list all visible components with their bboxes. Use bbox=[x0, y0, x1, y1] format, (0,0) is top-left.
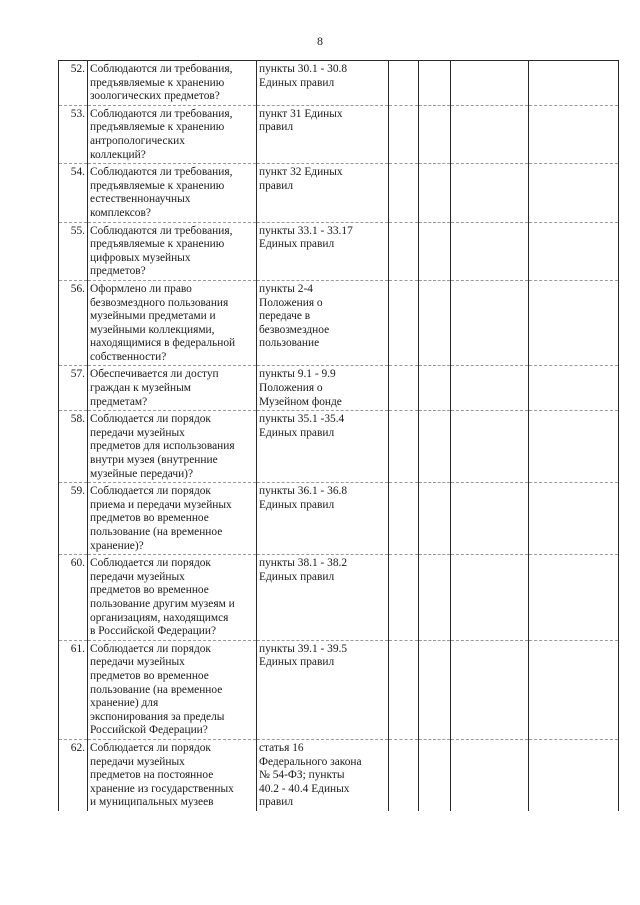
question-cell bbox=[88, 739, 257, 810]
reference-line: пункты 9.1 - 9.9 bbox=[259, 368, 336, 381]
notes-cell bbox=[529, 555, 619, 641]
table-row bbox=[59, 483, 619, 555]
answer-yes-cell bbox=[389, 366, 419, 411]
answer-no-cell bbox=[419, 164, 451, 222]
reference-line: Единых правил bbox=[259, 656, 335, 669]
answer-no-cell bbox=[419, 739, 451, 810]
answer-yes-cell bbox=[389, 164, 419, 222]
row-number: 52. bbox=[59, 61, 88, 106]
question-line: граждан к музейным bbox=[90, 382, 191, 395]
notes-cell bbox=[529, 280, 619, 366]
question-line: собственности? bbox=[90, 350, 167, 363]
question-line: Оформлено ли право bbox=[90, 282, 192, 295]
table-row bbox=[59, 222, 619, 280]
table-row bbox=[59, 411, 619, 483]
answer-no-cell bbox=[419, 280, 451, 366]
question-cell bbox=[88, 105, 257, 163]
table-row bbox=[59, 280, 619, 366]
answer-no-cell bbox=[419, 366, 451, 411]
answer-yes-cell bbox=[389, 105, 419, 163]
answer-yes-cell bbox=[389, 555, 419, 641]
question-cell bbox=[88, 280, 257, 366]
question-line: Соблюдается ли порядок bbox=[90, 485, 211, 498]
not-applicable-cell bbox=[451, 164, 529, 222]
question-cell bbox=[88, 61, 257, 106]
reference-line: правил bbox=[259, 796, 294, 809]
question-line: передачи музейных bbox=[90, 656, 185, 669]
checklist-body bbox=[59, 61, 619, 811]
row-number: 59. bbox=[59, 483, 88, 555]
reference-line: Единых правил bbox=[259, 238, 335, 251]
reference-line: Музейном фонде bbox=[259, 395, 342, 408]
answer-yes-cell bbox=[389, 640, 419, 739]
notes-cell bbox=[529, 739, 619, 810]
row-number: 60. bbox=[59, 555, 88, 641]
notes-cell bbox=[529, 411, 619, 483]
row-number: 54. bbox=[59, 164, 88, 222]
table-row bbox=[59, 61, 619, 106]
question-line: безвозмездного пользования bbox=[90, 296, 229, 309]
answer-no-cell bbox=[419, 555, 451, 641]
reference-line: статья 16 bbox=[259, 741, 304, 754]
not-applicable-cell bbox=[451, 280, 529, 366]
reference-cell bbox=[257, 61, 389, 106]
answer-yes-cell bbox=[389, 411, 419, 483]
question-line: передачи музейных bbox=[90, 426, 185, 439]
question-line: пользование другим музеям и bbox=[90, 597, 235, 610]
question-line: хранение) для bbox=[90, 697, 159, 710]
question-line: музейными коллекциями, bbox=[90, 323, 215, 336]
reference-cell bbox=[257, 640, 389, 739]
question-line: цифровых музейных bbox=[90, 251, 191, 264]
question-line: предметам? bbox=[90, 395, 148, 408]
reference-line: пункты 38.1 - 38.2 bbox=[259, 557, 348, 570]
question-line: коллекций? bbox=[90, 148, 146, 161]
question-cell bbox=[88, 555, 257, 641]
question-line: Соблюдаются ли требования, bbox=[90, 166, 233, 179]
reference-line: пункты 30.1 - 30.8 bbox=[259, 63, 348, 75]
reference-line: пункты 33.1 - 33.17 bbox=[259, 224, 353, 237]
table-row bbox=[59, 164, 619, 222]
question-line: Соблюдается ли порядок bbox=[90, 741, 211, 754]
reference-cell bbox=[257, 483, 389, 555]
not-applicable-cell bbox=[451, 366, 529, 411]
question-line: предъявляемые к хранению bbox=[90, 76, 225, 89]
question-line: Соблюдаются ли требования, bbox=[90, 63, 233, 75]
not-applicable-cell bbox=[451, 411, 529, 483]
reference-line: пункты 36.1 - 36.8 bbox=[259, 485, 348, 498]
not-applicable-cell bbox=[451, 555, 529, 641]
reference-line: № 54-ФЗ; пункты bbox=[259, 769, 345, 782]
not-applicable-cell bbox=[451, 739, 529, 810]
question-line: и муниципальных музеев bbox=[90, 796, 214, 809]
question-line: Соблюдаются ли требования, bbox=[90, 107, 233, 120]
reference-cell bbox=[257, 105, 389, 163]
table-row bbox=[59, 105, 619, 163]
question-line: предъявляемые к хранению bbox=[90, 121, 225, 134]
question-line: Соблюдается ли порядок bbox=[90, 557, 211, 570]
question-line: Обеспечивается ли доступ bbox=[90, 368, 219, 381]
reference-cell bbox=[257, 555, 389, 641]
notes-cell bbox=[529, 640, 619, 739]
notes-cell bbox=[529, 61, 619, 106]
reference-cell bbox=[257, 739, 389, 810]
reference-line: передаче в bbox=[259, 310, 311, 323]
row-number: 57. bbox=[59, 366, 88, 411]
reference-line: пункты 39.1 - 39.5 bbox=[259, 642, 348, 655]
reference-line: Единых правил bbox=[259, 426, 335, 439]
question-cell bbox=[88, 222, 257, 280]
reference-line: пункт 32 Единых bbox=[259, 166, 343, 179]
question-line: предъявляемые к хранению bbox=[90, 179, 225, 192]
question-line: предметов? bbox=[90, 265, 146, 278]
question-line: хранение из государственных bbox=[90, 782, 234, 795]
question-line: Соблюдается ли порядок bbox=[90, 413, 211, 426]
question-line: предметов на постоянное bbox=[90, 769, 214, 782]
question-line: Соблюдается ли порядок bbox=[90, 642, 211, 655]
table-row bbox=[59, 555, 619, 641]
question-cell bbox=[88, 483, 257, 555]
row-number: 53. bbox=[59, 105, 88, 163]
table-row bbox=[59, 366, 619, 411]
question-line: передачи музейных bbox=[90, 570, 185, 583]
reference-cell bbox=[257, 280, 389, 366]
question-line: зоологических предметов? bbox=[90, 90, 220, 103]
question-line: музейные передачи)? bbox=[90, 467, 194, 480]
reference-line: Федерального закона bbox=[259, 755, 362, 768]
reference-cell bbox=[257, 366, 389, 411]
reference-line: пункт 31 Единых bbox=[259, 107, 343, 120]
page-number: 8 bbox=[317, 34, 323, 48]
question-line: Российской Федерации? bbox=[90, 724, 208, 737]
question-line: предметов во временное bbox=[90, 669, 209, 682]
answer-no-cell bbox=[419, 222, 451, 280]
row-number: 56. bbox=[59, 280, 88, 366]
not-applicable-cell bbox=[451, 483, 529, 555]
reference-cell bbox=[257, 411, 389, 483]
reference-line: Единых правил bbox=[259, 498, 335, 511]
reference-line: пункты 35.1 -35.4 bbox=[259, 413, 345, 426]
notes-cell bbox=[529, 222, 619, 280]
question-line: пользование (на временное bbox=[90, 526, 223, 538]
row-number: 55. bbox=[59, 222, 88, 280]
question-line: естественнонаучных bbox=[90, 193, 191, 206]
answer-yes-cell bbox=[389, 483, 419, 555]
question-line: предметов для использования bbox=[90, 440, 235, 453]
question-line: предметов во временное bbox=[90, 584, 209, 597]
question-line: внутри музея (внутренние bbox=[90, 454, 218, 467]
row-number: 58. bbox=[59, 411, 88, 483]
question-cell bbox=[88, 640, 257, 739]
reference-line: правил bbox=[259, 179, 294, 192]
question-line: комплексов? bbox=[90, 206, 151, 219]
answer-no-cell bbox=[419, 61, 451, 106]
reference-line: Положения о bbox=[259, 296, 323, 309]
not-applicable-cell bbox=[451, 222, 529, 280]
question-cell bbox=[88, 164, 257, 222]
answer-no-cell bbox=[419, 105, 451, 163]
answer-no-cell bbox=[419, 483, 451, 555]
not-applicable-cell bbox=[451, 640, 529, 739]
checklist-table bbox=[58, 60, 619, 811]
question-line: антропологических bbox=[90, 134, 185, 147]
question-line: предметов во временное bbox=[90, 512, 209, 525]
reference-line: правил bbox=[259, 121, 294, 134]
reference-line: пользование bbox=[259, 337, 320, 350]
question-cell bbox=[88, 411, 257, 483]
notes-cell bbox=[529, 164, 619, 222]
question-line: Соблюдаются ли требования, bbox=[90, 224, 233, 237]
row-number: 61. bbox=[59, 640, 88, 739]
question-line: хранение)? bbox=[90, 539, 144, 552]
reference-line: Единых правил bbox=[259, 76, 335, 89]
question-line: находящимися в федеральной bbox=[90, 337, 236, 350]
notes-cell bbox=[529, 366, 619, 411]
question-line: передачи музейных bbox=[90, 755, 185, 768]
reference-cell bbox=[257, 222, 389, 280]
question-line: приема и передачи музейных bbox=[90, 498, 232, 511]
answer-no-cell bbox=[419, 411, 451, 483]
question-line: музейными предметами и bbox=[90, 310, 216, 323]
answer-yes-cell bbox=[389, 739, 419, 810]
question-line: предъявляемые к хранению bbox=[90, 238, 225, 251]
reference-line: безвозмездное bbox=[259, 323, 330, 336]
not-applicable-cell bbox=[451, 61, 529, 106]
answer-yes-cell bbox=[389, 61, 419, 106]
question-line: пользование (на временное bbox=[90, 683, 223, 696]
reference-line: Единых правил bbox=[259, 570, 335, 583]
answer-yes-cell bbox=[389, 280, 419, 366]
answer-no-cell bbox=[419, 640, 451, 739]
question-line: экспонирования за пределы bbox=[90, 710, 225, 723]
reference-cell bbox=[257, 164, 389, 222]
notes-cell bbox=[529, 483, 619, 555]
row-number: 62. bbox=[59, 739, 88, 810]
answer-yes-cell bbox=[389, 222, 419, 280]
question-line: организациям, находящимся bbox=[90, 611, 229, 624]
table-row bbox=[59, 640, 619, 739]
table-row bbox=[59, 739, 619, 810]
reference-line: Положения о bbox=[259, 382, 323, 395]
reference-line: 40.2 - 40.4 Единых bbox=[259, 782, 350, 795]
question-cell bbox=[88, 366, 257, 411]
not-applicable-cell bbox=[451, 105, 529, 163]
notes-cell bbox=[529, 105, 619, 163]
question-line: в Российской Федерации? bbox=[90, 625, 217, 638]
reference-line: пункты 2-4 bbox=[259, 282, 313, 295]
